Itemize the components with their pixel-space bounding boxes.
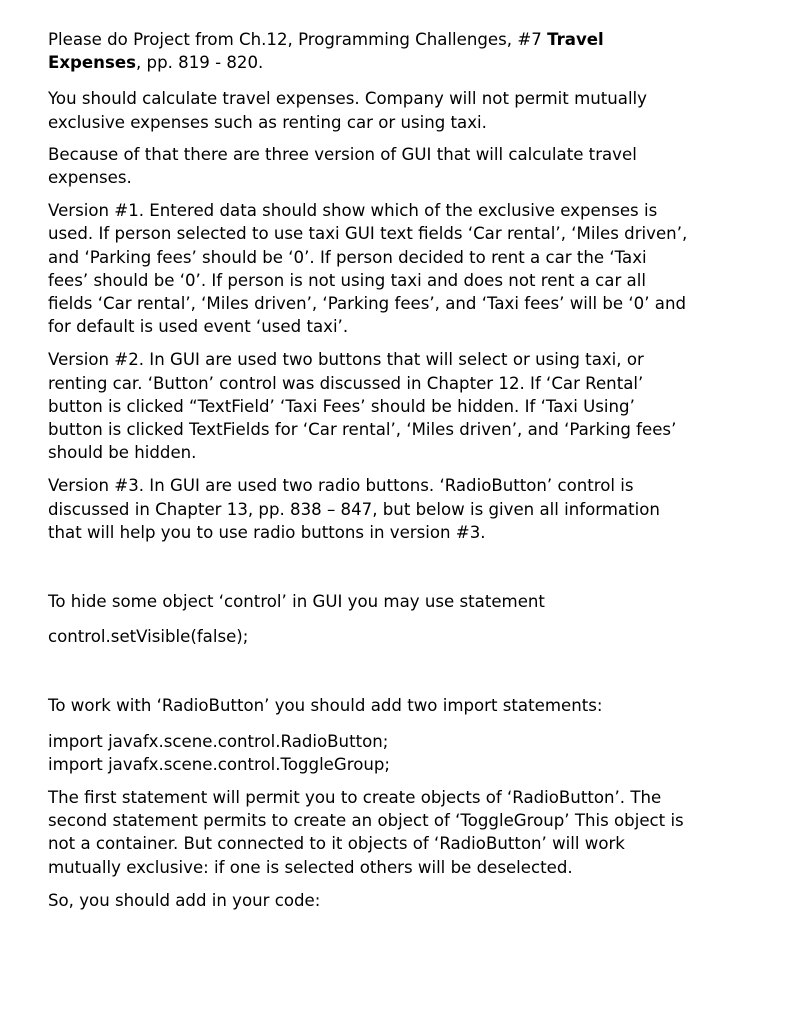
- paragraph-line: discussed in Chapter 13, pp. 838 – 847, but below is given all information: [48, 499, 660, 519]
- intro-line-1: [48, 28, 748, 51]
- paragraph-version-1: [48, 199, 748, 338]
- paragraph-line: for default is used event ‘used taxi’.: [48, 317, 349, 337]
- paragraph-line: Version #2. In GUI are used two buttons that will select or using taxi, or: [48, 350, 644, 370]
- paragraph-line: Version #3. In GUI are used two radio buttons. ‘RadioButton’ control is: [48, 476, 634, 496]
- paragraph-line: fees’ should be ‘0’. If person is not using taxi and does not rent a car all: [48, 270, 646, 290]
- paragraph-line: second statement permits to create an object of ‘ToggleGroup’ This object is: [48, 811, 684, 831]
- paragraph-line: You should calculate travel expenses. Company will not permit mutually: [48, 89, 647, 109]
- intro-paragraph: [48, 28, 748, 74]
- paragraph-line: button is clicked “TextField’ ‘Taxi Fees’ should be hidden. If ‘Taxi Using’: [48, 396, 635, 416]
- document-page: [48, 28, 748, 912]
- code-line: import javafx.scene.control.ToggleGroup;: [48, 754, 391, 774]
- intro-bold-title-cont: Expenses: [48, 53, 136, 73]
- intro-bold-title: Travel: [547, 30, 604, 49]
- paragraph-line: To hide some object ‘control’ in GUI you may use statement: [48, 592, 545, 612]
- paragraph-line: that will help you to use radio buttons in version #3.: [48, 522, 486, 542]
- intro-text: Please do Project from Ch.12, Programming Challenges, #7: [48, 30, 548, 49]
- paragraph-line: So, you should add in your code:: [48, 890, 321, 910]
- paragraph-toggle-group: [48, 786, 748, 879]
- paragraph-versions: [48, 143, 748, 189]
- paragraph-line: To work with ‘RadioButton’ you should add two import statements:: [48, 696, 603, 716]
- code-set-visible: [48, 625, 748, 648]
- paragraph-hide-control: [48, 590, 748, 613]
- intro-line-2: [48, 51, 748, 74]
- paragraph-line: The first statement will permit you to create objects of ‘RadioButton’. The: [48, 788, 662, 808]
- intro-pages: , pp. 819 - 820.: [136, 53, 264, 73]
- paragraph-line: Version #1. Entered data should show which of the exclusive expenses is: [48, 201, 658, 221]
- paragraph-line: Because of that there are three version of GUI that will calculate travel: [48, 144, 637, 164]
- paragraph-line: fields ‘Car rental’, ‘Miles driven’, ‘Parking fees’, and ‘Taxi fees’ will be ‘0’ and: [48, 294, 686, 314]
- code-line: control.setVisible(false);: [48, 627, 249, 647]
- paragraph-line: mutually exclusive: if one is selected others will be deselected.: [48, 857, 573, 877]
- paragraph-radio-imports: [48, 694, 748, 717]
- paragraph-version-3: [48, 474, 748, 544]
- paragraph-line: and ‘Parking fees’ should be ‘0’. If person decided to rent a car the ‘Taxi: [48, 247, 647, 267]
- code-line: import javafx.scene.control.RadioButton;: [48, 731, 389, 751]
- paragraph-expenses: [48, 87, 748, 133]
- paragraph-line: exclusive expenses such as renting car or using taxi.: [48, 112, 487, 132]
- paragraph-line: expenses.: [48, 168, 132, 188]
- paragraph-add-code: [48, 889, 748, 912]
- code-imports: [48, 730, 748, 776]
- paragraph-line: should be hidden.: [48, 443, 197, 463]
- paragraph-version-2: [48, 348, 748, 464]
- paragraph-line: used. If person selected to use taxi GUI text fields ‘Car rental’, ‘Miles driven’,: [48, 224, 688, 244]
- paragraph-line: renting car. ‘Button’ control was discussed in Chapter 12. If ‘Car Rental’: [48, 373, 644, 393]
- paragraph-line: button is clicked TextFields for ‘Car rental’, ‘Miles driven’, and ‘Parking fees’: [48, 420, 677, 440]
- paragraph-line: not a container. But connected to it objects of ‘RadioButton’ will work: [48, 834, 625, 854]
